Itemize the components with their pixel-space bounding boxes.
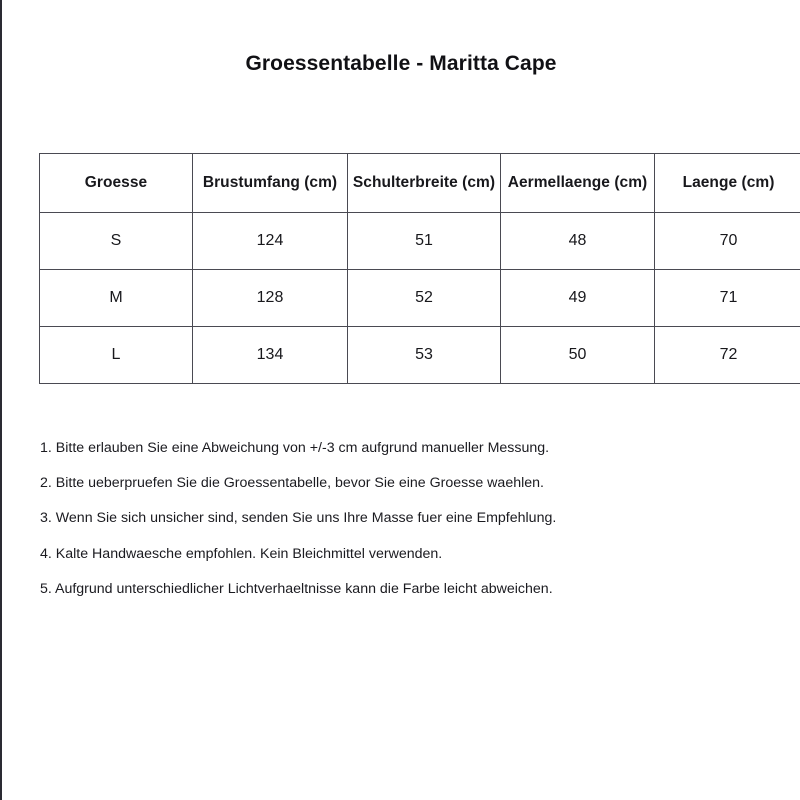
table-body xyxy=(40,213,800,384)
cell-schulterbreite: 52 xyxy=(348,270,501,327)
size-chart-page xyxy=(2,0,800,800)
column-header-schulterbreite: Schulterbreite (cm) xyxy=(348,154,501,213)
note-item: 4. Kalte Handwaesche empfohlen. Kein Bleichmittel verwenden. xyxy=(40,545,443,562)
cell-aermellaenge: 48 xyxy=(501,213,655,270)
table-row xyxy=(40,327,800,384)
cell-laenge: 70 xyxy=(655,213,800,270)
cell-aermellaenge: 50 xyxy=(501,327,655,384)
size-table-container xyxy=(39,153,800,384)
size-table xyxy=(39,153,800,384)
cell-size: L xyxy=(40,327,193,384)
column-header-brustumfang: Brustumfang (cm) xyxy=(193,154,348,213)
cell-brustumfang: 134 xyxy=(193,327,348,384)
note-item: 2. Bitte ueberpruefen Sie die Groessentabelle, bevor Sie eine Groesse waehlen. xyxy=(40,475,544,492)
cell-laenge: 72 xyxy=(655,327,800,384)
cell-schulterbreite: 53 xyxy=(348,327,501,384)
column-header-laenge: Laenge (cm) xyxy=(655,154,800,213)
cell-schulterbreite: 51 xyxy=(348,213,501,270)
column-header-groesse: Groesse xyxy=(40,154,193,213)
page-title: Groessentabelle - Maritta Cape xyxy=(245,52,557,75)
table-header-row xyxy=(40,154,800,213)
note-item: 1. Bitte erlauben Sie eine Abweichung von +/-3 cm aufgrund manueller Messung. xyxy=(40,440,550,456)
cell-brustumfang: 128 xyxy=(193,270,348,327)
cell-size: S xyxy=(40,213,193,270)
notes-list xyxy=(40,441,760,617)
table-header xyxy=(40,154,800,213)
table-row xyxy=(40,213,800,270)
cell-brustumfang: 124 xyxy=(193,213,348,270)
note-item: 5. Aufgrund unterschiedlicher Lichtverhaeltnisse kann die Farbe leicht abweichen. xyxy=(40,580,553,597)
cell-laenge: 71 xyxy=(655,270,800,327)
cell-size: M xyxy=(40,270,193,327)
cell-aermellaenge: 49 xyxy=(501,270,655,327)
table-row xyxy=(40,270,800,327)
column-header-aermellaenge: Aermellaenge (cm) xyxy=(501,154,655,213)
note-item: 3. Wenn Sie sich unsicher sind, senden Sie uns Ihre Masse fuer eine Empfehlung. xyxy=(40,510,557,527)
